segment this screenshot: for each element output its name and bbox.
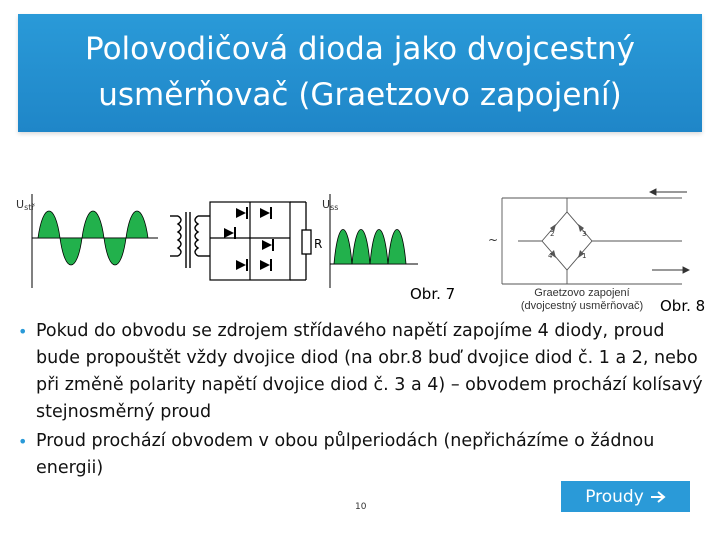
- diode-3-label: 3: [582, 230, 587, 238]
- title-line-2: usměrňovač (Graetzovo zapojení): [98, 77, 622, 113]
- figure-8-inline-caption: [507, 287, 657, 313]
- current-arrows: [650, 189, 689, 273]
- input-voltage-sub: stř: [24, 203, 35, 212]
- next-proudy-button[interactable]: [561, 481, 690, 512]
- figure-8-caption-line-1: Graetzovo zapojení: [534, 287, 630, 299]
- resistor-symbol: [290, 202, 311, 280]
- next-button-label: Proudy: [585, 486, 644, 507]
- bridge-diodes: [224, 207, 274, 271]
- resistor-label: R: [314, 237, 323, 251]
- input-voltage-label: U: [16, 198, 25, 211]
- diode-1-label: 2: [550, 230, 555, 238]
- bullet-item: [18, 318, 708, 426]
- graetz-wiring: [502, 198, 682, 284]
- diode-4-label: 4: [548, 252, 553, 260]
- bullet-item: [18, 428, 708, 482]
- page-number: 10: [355, 502, 367, 512]
- output-dc-wave-chart: [320, 188, 420, 292]
- bullet-marker: •: [18, 322, 28, 341]
- arrow-right-icon: [650, 490, 666, 504]
- figure-8-caption: Obr. 8: [660, 297, 706, 315]
- graetz-diodes: [550, 224, 587, 260]
- title-line-1: Polovodičová dioda jako dvojcestný: [84, 31, 636, 67]
- input-ac-wave: [38, 211, 148, 265]
- bullet-list: [18, 318, 708, 484]
- output-voltage-label: U: [322, 198, 331, 211]
- bullet-marker: •: [18, 432, 28, 451]
- output-rectified-wave: [334, 230, 406, 265]
- ac-source-symbol: ~: [488, 233, 499, 247]
- diode-bridge-symbol: [210, 202, 290, 280]
- figure-7-rectifier-diagram: [10, 188, 360, 292]
- bullet-text: Proud prochází obvodem v obou půlperiodách (nepřicházíme o žádnou energii): [36, 431, 655, 478]
- diode-2-label: 1: [582, 252, 587, 260]
- output-voltage-sub: ss: [330, 203, 339, 212]
- figure-7-caption: Obr. 7: [410, 285, 456, 303]
- slide-title: [18, 26, 702, 118]
- figure-8-caption-line-2: (dvojcestný usměrňovač): [520, 300, 644, 312]
- transformer-symbol: [170, 212, 210, 268]
- bullet-text: Pokud do obvodu se zdrojem střídavého napětí zapojíme 4 diody, proud bude propouštět vždy dvojice diod (na obr.8 buď dvojice diod č. 1 a 2, nebo při změně polarity napětí dvojice diod č. 3 a 4) – obvodem prochází kolísavý stejnosměrný proud: [36, 321, 703, 422]
